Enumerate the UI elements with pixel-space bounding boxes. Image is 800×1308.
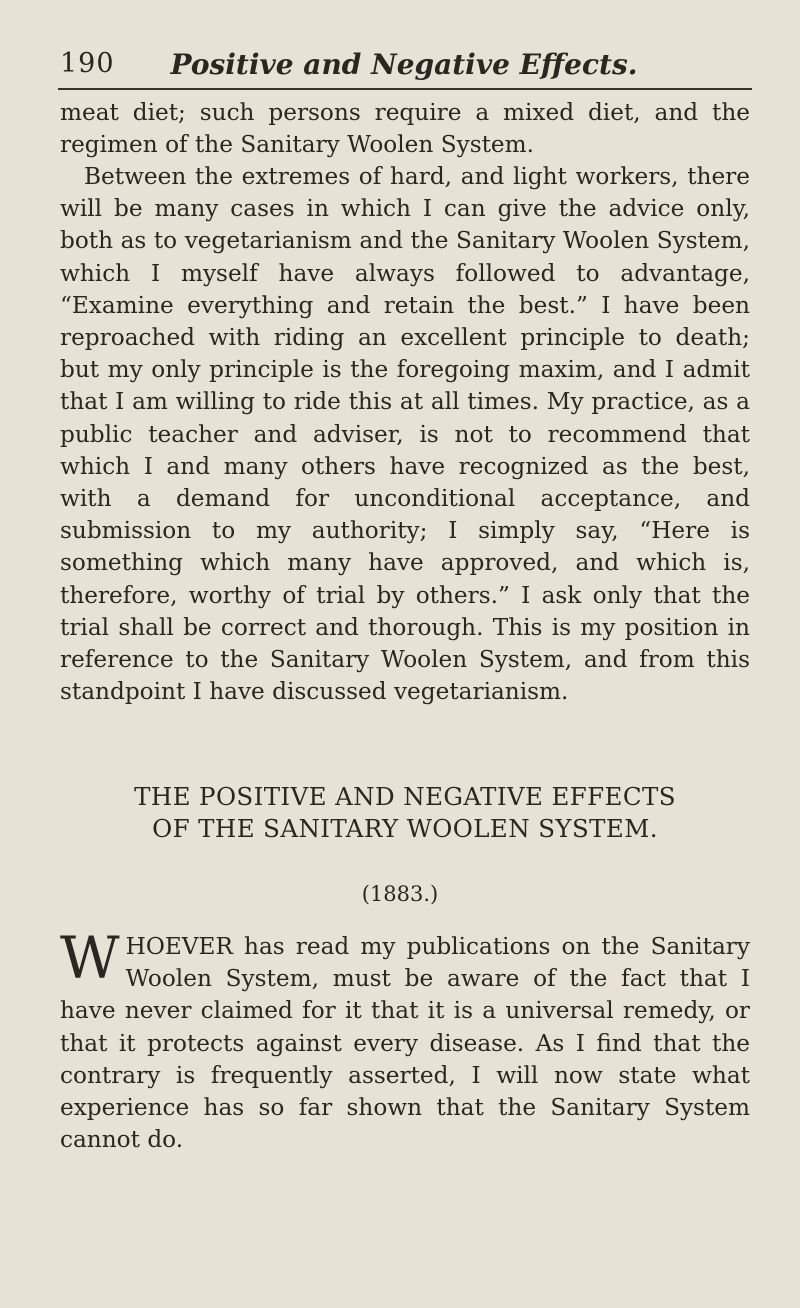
- header-rule: [58, 88, 752, 90]
- drop-cap: W: [60, 924, 120, 992]
- section-title-line-2: OF THE SANITARY WOOLEN SYSTEM.: [152, 814, 658, 843]
- section-year: (1883.): [361, 882, 439, 906]
- paragraph-2: Between the extremes of hard, and light workers, there will be many cases in which I can give the advice only, both as to vegetarianism and the Sanitary Woolen System, which I myself have always followed to advantage, “Examine everything and retain the best.” I have been reproached with riding an excellent principle to death; but my only principle is the foregoing maxim, and I admit that I am willing to ride this at all times. My practice, as a public teacher and adviser, is not to recommend that which I and many others have recognized as the best, with a demand for unconditional acceptance, and submission to my authority; I simply say, “Here is something which many have approved, and which is, therefore, worthy of trial by others.” I ask only that the trial shall be correct and thorough. This is my position in reference to the Sanitary Woolen System, and from this standpoint I have discussed vegetarianism.: [60, 163, 750, 706]
- section-title: [60, 781, 750, 845]
- page-number: 190: [60, 48, 115, 79]
- section-title-line-1: THE POSITIVE AND NEGATIVE EFFECTS: [134, 782, 676, 811]
- page-header: [60, 48, 748, 88]
- running-title: Positive and Negative Effects.: [170, 48, 638, 81]
- paragraph-3-text: HOEVER has read my publications on the Sanitary Woolen System, must be aware of the fact that I have never claimed for it that it is a universal remedy, or that it protects against every disease. As I find that the contrary is frequently asserted, I will now state what experience has so far shown that the Sanitary System cannot do.: [60, 933, 750, 1154]
- paragraph-1: meat diet; such persons require a mixed diet, and the regimen of the Sanitary Woolen System.: [60, 99, 750, 159]
- paragraph-3: [60, 924, 750, 1156]
